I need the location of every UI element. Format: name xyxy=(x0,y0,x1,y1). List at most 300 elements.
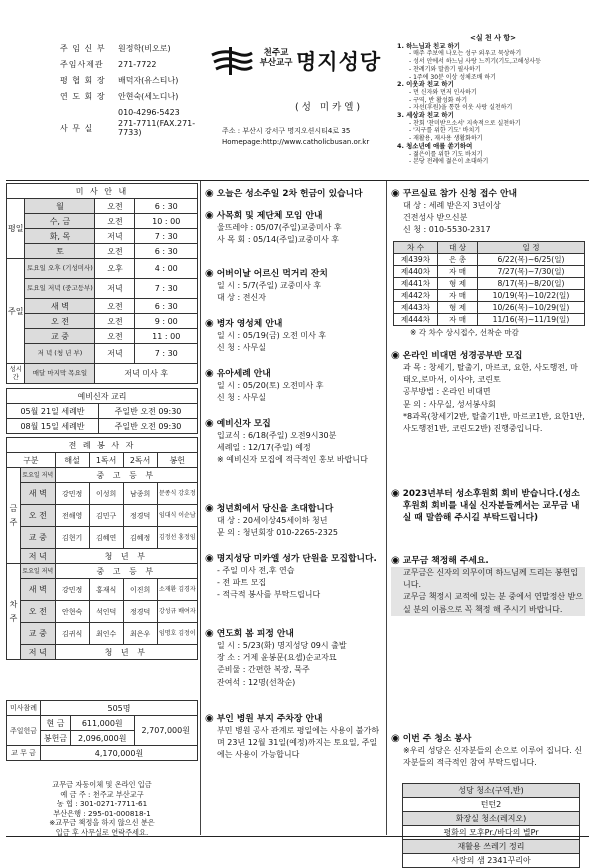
bullet-icon: ◉ xyxy=(205,713,214,724)
table-row xyxy=(7,438,198,453)
table-row xyxy=(7,505,198,527)
note-line: 예 금 주 : 천주교 부산교구 xyxy=(60,789,144,799)
table-cell: 오 전 xyxy=(21,505,56,527)
table-row xyxy=(403,798,580,812)
vocation-dues-notice xyxy=(391,488,585,525)
table-cell: 재활용 쓰레기 정리 xyxy=(403,840,580,854)
table-cell: 새 벽 xyxy=(21,483,56,505)
note-line: 교무금 자동이체 및 온라인 입금 xyxy=(52,780,152,789)
announcement xyxy=(205,188,383,200)
table-cell: 이성희 xyxy=(89,483,123,505)
mission-heading: 2. 이웃과 친교 하기 xyxy=(397,80,454,89)
announcement-title-text: 꾸르실료 참가 신청 접수 안내 xyxy=(402,189,517,199)
table-row xyxy=(403,840,580,854)
table-cell: 저 녁 xyxy=(21,645,56,660)
table-row xyxy=(7,746,198,761)
table-cell: 김귀식 xyxy=(55,623,89,645)
table-cell: 6 : 30 xyxy=(135,244,198,259)
table-cell: 오전 xyxy=(95,329,135,344)
table-cell: 문종식 강호정 xyxy=(157,483,197,505)
announcement-line: 건전성사 받으신분 xyxy=(403,213,468,223)
table-cell: 김혜연 xyxy=(89,527,123,549)
announcement-title-text: 교무금 책정해 주세요. xyxy=(402,556,489,566)
mission-item: - 재활용, 재사용 생활화하기 xyxy=(409,135,483,143)
table-cell: 저녁 xyxy=(95,344,135,364)
table-row xyxy=(7,314,198,329)
table-cell: 정경덕 xyxy=(123,601,157,623)
table-cell: 토요일 저녁 (중고등부) xyxy=(25,279,95,299)
table-cell: 교 무 금 xyxy=(7,746,41,761)
table-cell: 성당 청소(구역,반) xyxy=(403,784,580,798)
table-row xyxy=(7,344,198,364)
table-row xyxy=(394,314,585,326)
table-cell: 화, 목 xyxy=(25,229,95,244)
parish-address: 주소 : 부산시 강서구 명지오션시티4로 35 Homepage:http://www.catholicbusan.or.kr xyxy=(222,127,370,146)
bullet-icon: ◉ xyxy=(205,368,214,379)
table-cell: 청 년 부 xyxy=(55,645,197,660)
table-cell: 성시간 xyxy=(7,364,25,384)
bible-study-notice xyxy=(391,350,585,435)
table-cell: 해설 xyxy=(55,453,89,468)
note-line: ※교무금 책정을 하지 않으신 분은 xyxy=(49,818,155,828)
table-cell: 차 수 xyxy=(394,242,438,254)
table-cell: 저녁 xyxy=(95,229,135,244)
table-cell: 구분 xyxy=(7,453,56,468)
table-row xyxy=(7,601,198,623)
table-row xyxy=(7,564,198,579)
table-row xyxy=(7,329,198,344)
table-cell: 임대식 이순남 xyxy=(157,505,197,527)
table-cell: 석인덕 xyxy=(89,601,123,623)
table-cell: 4,170,000원 xyxy=(41,746,198,761)
parish-title: 명지성당 xyxy=(296,50,382,74)
table-cell: 611,000원 xyxy=(71,716,135,731)
staff-row xyxy=(60,104,210,120)
table-cell: 일 정 xyxy=(478,242,585,254)
announcement-line: 신 청 : 사무실 xyxy=(217,343,266,353)
announcement-line: - 주일 미사 전,후 연습 xyxy=(217,566,295,575)
table-row xyxy=(7,716,198,731)
weekday-label: 평일 xyxy=(7,199,25,259)
table-cell: 11 : 00 xyxy=(135,329,198,344)
announcement-title-text: 예비신자 모집 xyxy=(216,419,271,429)
mission-heading: 4. 청소년에 애를 쏟기하여 xyxy=(397,141,473,150)
announcement-line: 일 시 : 5/23(화) 명지성당 09시 출발 xyxy=(217,641,347,650)
bullet-icon: ◉ xyxy=(205,628,214,639)
table-cell: 수, 금 xyxy=(25,214,95,229)
bullet-icon: ◉ xyxy=(391,488,400,499)
mission-list xyxy=(397,35,589,178)
diocese-logo xyxy=(208,47,256,77)
parish-subtitle: (성 미카엘) xyxy=(295,102,364,113)
staff-row xyxy=(60,40,210,56)
table-row xyxy=(7,214,198,229)
baptism-table xyxy=(6,388,198,434)
table-cell: 11/16(목)~11/19(일) xyxy=(478,314,585,326)
announcement-title xyxy=(391,555,585,567)
bullet-icon: ◉ xyxy=(205,553,214,564)
mission-item: - 성서 안에서 하느님 사랑 느끼기(기도,고해성사등 xyxy=(409,58,541,66)
table-cell: 저녁 xyxy=(95,279,135,299)
table-cell: 저녁 미사 후 xyxy=(95,364,198,384)
table-cell: 6 : 30 xyxy=(135,299,198,314)
table-cell: 대 상 xyxy=(438,242,478,254)
table-cell: 4 : 00 xyxy=(135,259,198,279)
table-cell: 김혜정 xyxy=(123,527,157,549)
announcement-title-text: 명지성당 미카엘 성가 단원을 모집합니다. xyxy=(216,554,377,564)
table-row xyxy=(403,784,580,798)
announcement-title xyxy=(205,318,383,330)
table-row xyxy=(7,645,198,660)
table-cell: 7 : 30 xyxy=(135,229,198,244)
table-cell: 화장실 청소(레지오) xyxy=(403,812,580,826)
staff-role: 평 협 회 장 xyxy=(60,75,106,85)
table-row xyxy=(7,229,198,244)
announcement-title xyxy=(391,488,585,525)
table-cell: 오 전 xyxy=(21,601,56,623)
table-row xyxy=(7,468,198,483)
table-cell: 6 : 30 xyxy=(135,199,198,214)
announcement-line: 교무금은 신자의 의무이며 하느님께 드리는 봉헌입니다. xyxy=(391,567,585,591)
announcement xyxy=(205,268,383,304)
announcement-line: ※우리 성당은 신자분들의 손으로 이루어 집니다. 신자분들의 적극적인 참여 부탁드립니다. xyxy=(403,746,583,768)
bullet-icon: ◉ xyxy=(205,318,214,329)
bullet-icon: ◉ xyxy=(391,188,400,199)
table-cell: 토요일 오후 (기성미사) xyxy=(25,259,95,279)
staff-row xyxy=(60,120,210,136)
announcement-line: 일 시 : 5/7(주일) 교중미사 후 xyxy=(217,281,322,290)
table-row xyxy=(7,184,198,199)
table-cell: 9 : 00 xyxy=(135,314,198,329)
table-cell: 제441차 xyxy=(394,278,438,290)
table-cell: 8/17(목)~8/20(일) xyxy=(478,278,585,290)
servers-table xyxy=(6,437,198,660)
table-cell: 최은우 xyxy=(123,623,157,645)
table-cell: 교 중 xyxy=(25,329,95,344)
table-cell: 제443차 xyxy=(394,302,438,314)
table-cell: 6/22(목)~6/25(일) xyxy=(478,254,585,266)
announcement-line: 대 상 : 전신자 xyxy=(217,293,266,303)
announcement-line: 일 시 : 05/19(금) 오전 미사 후 xyxy=(217,331,327,340)
table-cell: 정경덕 xyxy=(123,505,157,527)
mission-item: - '지구를 위한 기도' 바치기 xyxy=(409,127,481,135)
table-cell: 자 매 xyxy=(438,290,478,302)
table-cell: 예비신자 교리 xyxy=(7,389,198,404)
table-cell: 월 xyxy=(25,199,95,214)
table-cell: 오전 xyxy=(95,199,135,214)
announcement xyxy=(205,418,383,467)
table-row xyxy=(394,254,585,266)
server-group-label: 금 주 xyxy=(7,468,21,564)
mission-item: - 먼 신자와 먼저 인사하기 xyxy=(409,88,477,96)
finance-table xyxy=(6,700,198,761)
table-row xyxy=(394,302,585,314)
announcement-title-text: 오늘은 성소주일 2차 헌금이 있습니다 xyxy=(216,189,363,199)
announcement-title-text: 청년회에서 당신을 초대합니다 xyxy=(216,504,334,514)
table-row xyxy=(7,299,198,314)
mission-item: - 1주에 30분 이상 성체조배 하기 xyxy=(409,73,496,81)
table-cell: 새 벽 xyxy=(25,299,95,314)
announcement-line: 신 청 : 010-5530-2317 xyxy=(403,225,491,235)
table-cell: 오전 xyxy=(95,214,135,229)
table-cell: 봉헌 xyxy=(157,453,197,468)
announcement-title xyxy=(391,733,585,745)
table-cell: 2,707,000원 xyxy=(134,716,198,746)
table-cell: 최인수 xyxy=(89,623,123,645)
table-cell: 전 례 봉 사 자 xyxy=(7,438,198,453)
bullet-icon: ◉ xyxy=(205,503,214,514)
table-cell: 전해영 xyxy=(55,505,89,527)
announcement-title xyxy=(205,210,383,222)
mission-title: <실 천 사 항> xyxy=(469,34,517,42)
bullet-icon: ◉ xyxy=(205,418,214,429)
table-cell: 자 매 xyxy=(438,266,478,278)
table-cell: 오후 xyxy=(95,259,135,279)
mission-item: - 자선(후원)을 통한 이웃 사랑 실천하기 xyxy=(409,104,513,112)
table-cell: 08월 15일 세례반 xyxy=(7,419,99,434)
mission-item: - 찬회 '찬미받으소서' 지속적으로 실천하기 xyxy=(409,119,521,127)
table-cell: 05월 21일 세례반 xyxy=(7,404,99,419)
announcement-line: 울뜨레야 : 05/07(주일)교중미사 후 xyxy=(217,223,342,232)
table-cell: 이진희 xyxy=(123,579,157,601)
staff-role: 주임사제관 xyxy=(60,59,104,69)
announcement-title-text: 2023년부터 성소후원회 회비 받습니다.(성소후원회 회비를 내실 신자분들께서는 교무금 내실 때 말씀해 주시길 부탁드립니다) xyxy=(402,489,580,524)
table-cell: 제444차 xyxy=(394,314,438,326)
staff-name: 010-4296-5423 xyxy=(118,107,180,117)
mission-item: - 찬례기와 말씀기 필사하기 xyxy=(409,65,481,73)
announcement xyxy=(205,503,383,539)
note-line: 입금 후 사무실로 연락주세요. xyxy=(55,827,149,837)
table-cell: 오전 xyxy=(95,299,135,314)
table-cell: 7 : 30 xyxy=(135,279,198,299)
cleaning-table xyxy=(402,783,580,868)
table-cell: 오 전 xyxy=(25,314,95,329)
table-cell: 2독서 xyxy=(123,453,157,468)
table-cell: 505명 xyxy=(41,701,198,716)
mission-item: - 매주 주보에 나오는 성구 외우고 묵상하기 xyxy=(409,50,522,58)
org-name: 천주교 부산교구 xyxy=(259,48,293,68)
table-row xyxy=(7,527,198,549)
staff-name: 271-7722 xyxy=(118,59,157,69)
announcement-line: 잔여석 : 12명(선착순) xyxy=(217,677,296,687)
staff-row xyxy=(60,56,210,72)
table-cell: 형 제 xyxy=(438,302,478,314)
table-cell: 저 녁 xyxy=(21,549,56,564)
announcement-line: - 적극적 봉사를 부탁드립니다 xyxy=(217,590,321,600)
mission-heading: 3. 세상과 친교 하기 xyxy=(397,111,454,120)
announcement-title-text: 병자 영성체 안내 xyxy=(216,319,283,329)
bullet-icon: ◉ xyxy=(391,350,400,361)
announcement-title xyxy=(205,503,383,515)
mass-schedule-table xyxy=(6,183,198,384)
table-cell: 2,096,000원 xyxy=(71,731,135,746)
bullet-icon: ◉ xyxy=(391,555,400,566)
table-cell: 김현기 xyxy=(55,527,89,549)
server-group-label: 차 주 xyxy=(7,564,21,660)
sunday-label: 주일 xyxy=(7,259,25,364)
table-row xyxy=(7,404,198,419)
table-cell: 주일반 오전 09:30 xyxy=(99,419,198,434)
announcement-line: 대 상 : 세례 받은지 3년이상 xyxy=(403,201,501,210)
table-cell: 7 : 30 xyxy=(135,344,198,364)
table-cell: 김민구 xyxy=(89,505,123,527)
table-cell: 10 : 00 xyxy=(135,214,198,229)
staff-row xyxy=(60,88,210,104)
announcement-title-text: 부인 병원 부지 주차장 안내 xyxy=(216,714,323,724)
staff-role: 주 임 신 부 xyxy=(60,43,106,53)
staff-name: 원정학(비오로) xyxy=(118,43,171,53)
table-cell: 형 제 xyxy=(438,278,478,290)
table-cell: 미 사 안 내 xyxy=(7,184,198,199)
table-row xyxy=(394,242,585,254)
announcement-title-text: 온라인 비대면 성경공부반 모집 xyxy=(402,351,523,361)
announcement-title xyxy=(205,628,383,640)
cursillo-table xyxy=(393,241,585,326)
bullet-icon: ◉ xyxy=(205,188,214,199)
table-cell: 은 총 xyxy=(438,254,478,266)
table-cell: 주일반 오전 09:30 xyxy=(99,404,198,419)
announcement xyxy=(205,210,383,246)
table-row xyxy=(394,266,585,278)
announcement-title xyxy=(205,268,383,280)
table-cell: 매달 마지막 목요일 xyxy=(25,364,95,384)
announcement-line: 문 의 : 청년회장 010-2265-2325 xyxy=(217,528,338,538)
table-row xyxy=(7,419,198,434)
staff-role: 사 무 실 xyxy=(60,123,94,133)
staff-name: 배덕자(유스티나) xyxy=(118,75,179,85)
table-row xyxy=(7,244,198,259)
table-cell: 오전 xyxy=(95,244,135,259)
mission-heading: 1. 하느님과 친교 하기 xyxy=(397,41,460,50)
table-cell: 제440차 xyxy=(394,266,438,278)
announcement-line: 공부방법 : 온라인 비대면 xyxy=(403,387,491,397)
table-cell: 토요일 저녁 xyxy=(21,564,56,579)
staff-name: 271-7711(FAX.271-7733) xyxy=(118,119,196,137)
announcement-title-text: 유아세례 안내 xyxy=(216,369,271,379)
announcement-line: 준비물 : 간편한 복장, 묵주 xyxy=(217,665,310,675)
table-cell: 새 벽 xyxy=(21,579,56,601)
table-cell: 사랑의 샘 2341꾸리아 xyxy=(403,854,580,868)
announcement xyxy=(205,368,383,404)
table-cell: 자 매 xyxy=(438,314,478,326)
table-row xyxy=(403,812,580,826)
table-cell: 토 xyxy=(25,244,95,259)
table-row xyxy=(403,854,580,868)
table-cell: 제442차 xyxy=(394,290,438,302)
announcement xyxy=(205,628,383,689)
announcement-line: 사 목 회 : 05/14(주일)교중미사 후 xyxy=(217,235,339,245)
table-cell: 오전 xyxy=(95,314,135,329)
table-row xyxy=(7,623,198,645)
announcement-title xyxy=(391,350,585,362)
tithe-notice xyxy=(391,555,585,616)
table-row xyxy=(7,453,198,468)
announcement-title-text: 사목회 및 제단체 모임 안내 xyxy=(216,211,323,221)
announcement-line: 입교식 : 6/18(주일) 오전9시30분 xyxy=(217,431,337,440)
table-cell: 강민정 xyxy=(55,483,89,505)
table-cell: 제439차 xyxy=(394,254,438,266)
announcement-line: 일 시 : 05/20(토) 오전미사 후 xyxy=(217,381,324,390)
table-cell: 강민정 xyxy=(55,579,89,601)
cursillo-note: ※ 각 차수 상시접수, 선착순 마감 xyxy=(410,328,519,337)
table-cell: 10/26(목)~10/29(일) xyxy=(478,302,585,314)
staff-name: 안현숙(세노디나) xyxy=(118,91,179,101)
table-cell: 홍재식 xyxy=(89,579,123,601)
announcement-line: 장 소 : 거제 윤봉문(요셉)순교자묘 xyxy=(217,653,337,663)
table-row xyxy=(7,279,198,299)
announcement-title-text: 어버이날 어르신 먹거리 잔치 xyxy=(216,269,328,279)
table-cell: 교 중 xyxy=(21,623,56,645)
table-cell: 임명호 김정이 xyxy=(157,623,197,645)
announcement-line: 문 의 : 사무실, 성서봉사회 xyxy=(403,399,496,409)
mission-item: - 젊은이를 위한 기도 바치기 xyxy=(409,150,483,158)
announcement-line: *8과목(창세기2반, 탈출기1반, 마르코1반, 요한1반, 사도행전1반, 코린도2반) 진행중입니다. xyxy=(403,411,585,434)
announcement-title xyxy=(205,368,383,380)
announcement-title xyxy=(391,188,585,200)
announcement-line: 과 목 : 창세기, 탈출기, 마르코, 요한, 사도행전, 마태오,로마서, 이사야, 코린토 xyxy=(403,363,578,385)
table-cell: 남종희 xyxy=(123,483,157,505)
announcement-line: 부민 병원 공사 관계로 평일에는 사용이 불가하며 23년 12월 31일(예정)까지는 토요일, 주일에는 사용이 가능합니다 xyxy=(217,726,380,760)
staff-list xyxy=(60,40,210,136)
table-cell: 강성규 배여자 xyxy=(157,601,197,623)
table-row xyxy=(7,259,198,279)
announcement xyxy=(205,553,383,602)
table-cell: 주일헌금 xyxy=(7,716,41,746)
table-cell: 봉헌금 xyxy=(41,731,71,746)
table-cell: 턴턴2 xyxy=(403,798,580,812)
staff-row xyxy=(60,72,210,88)
bullet-icon: ◉ xyxy=(205,268,214,279)
announcement xyxy=(205,318,383,354)
table-cell: 안현숙 xyxy=(55,601,89,623)
table-cell: 중 고 등 부 xyxy=(55,468,197,483)
table-cell: 미사참례 xyxy=(7,701,41,716)
table-row xyxy=(7,549,198,564)
table-cell: 10/19(목)~10/22(일) xyxy=(478,290,585,302)
table-row xyxy=(7,364,198,384)
announcement-line: 신 청 : 사무실 xyxy=(217,393,266,403)
announcement-title-text: 연도회 봄 피정 안내 xyxy=(216,629,294,639)
table-cell: 중 고 등 부 xyxy=(55,564,197,579)
announcement-title-text: 이번 주 청소 봉사 xyxy=(402,734,472,744)
announcement-title xyxy=(205,553,383,565)
note-line: 농 협 : 301-0271-7711-61 xyxy=(56,799,148,809)
table-cell: 토요일 저녁 xyxy=(21,468,56,483)
table-row xyxy=(7,199,198,214)
table-cell: 소재환 김경자 xyxy=(157,579,197,601)
announcement-line: 세례일 : 12/17(주일) 예정 xyxy=(217,443,311,453)
tithe-transfer-note xyxy=(6,780,198,838)
table-cell: 현 금 xyxy=(41,716,71,731)
table-cell: 평화의 모후Pr./바다의 별Pr xyxy=(403,826,580,840)
table-cell: 김정선 홍정임 xyxy=(157,527,197,549)
cleaning-notice xyxy=(391,733,585,769)
cursillo-notice xyxy=(391,188,585,237)
table-cell: 1독서 xyxy=(89,453,123,468)
table-row xyxy=(7,701,198,716)
bullet-icon: ◉ xyxy=(205,210,214,221)
announcement-title xyxy=(205,713,383,725)
table-row xyxy=(394,278,585,290)
table-row xyxy=(7,579,198,601)
table-row xyxy=(394,290,585,302)
staff-role: 연 도 회 장 xyxy=(60,91,106,101)
table-row xyxy=(7,483,198,505)
table-row xyxy=(7,389,198,404)
announcement-line: 대 상 : 20세이상45세이하 청년 xyxy=(217,516,328,525)
announcement-line: - 전 파트 모집 xyxy=(217,578,267,588)
bullet-icon: ◉ xyxy=(391,733,400,744)
